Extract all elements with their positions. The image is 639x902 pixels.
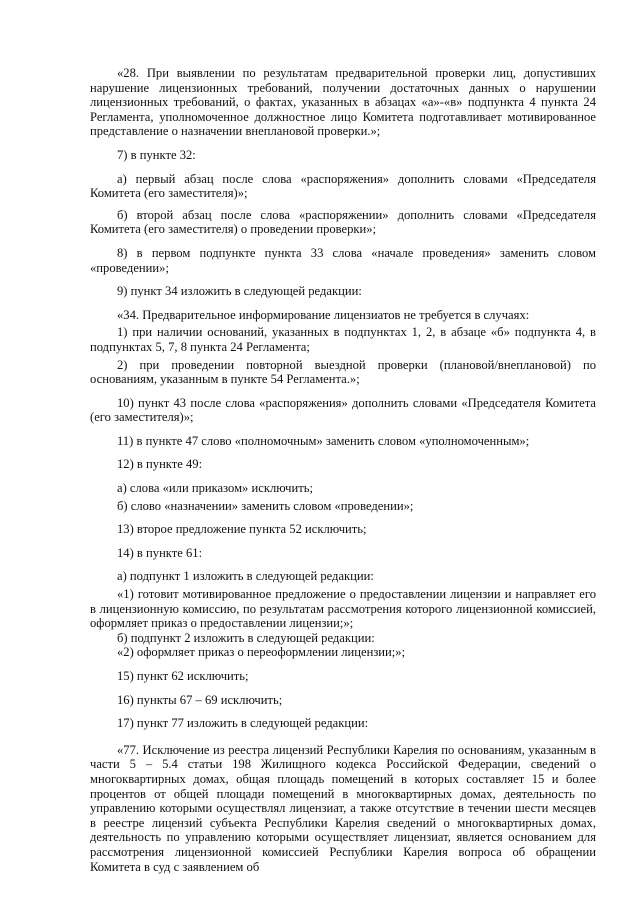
paragraph-61-1: «1) готовит мотивированное предложение о предоставлении лицензии и направляет его в лицензионную комиссию, по результатам рассмотрения которого лицензионной комиссией, оформляет приказ о предоставлении лицензии;»; <box>90 587 596 631</box>
paragraph-item-13: 13) второе предложение пункта 52 исключить; <box>117 522 367 537</box>
paragraph-item-10: 10) пункт 43 после слова «распоряжения» дополнить словами «Председателя Комитета (его заместителя)»; <box>90 395 596 425</box>
paragraph-item-8: 8) в первом подпункте пункта 33 слова «начале проведения» заменить словом «проведении»; <box>90 245 596 275</box>
paragraph-item-12: 12) в пункте 49: <box>117 457 203 472</box>
paragraph-28: «28. При выявлении по результатам предварительной проверки лиц, допустивших нарушение лицензионных требований, получении достаточных данных о нарушении лицензионных требований, о фактах, указанных в абзацах «а»-«в» подпункта 4 пункта 24 Регламента, уполномоченное должностное лицо Комитета подготавливает мотивированное представление о назначении внеплановой проверки.»; <box>90 66 596 139</box>
paragraph-item-12a: а) слова «или приказом» исключить; <box>117 481 313 496</box>
paragraph-34: «34. Предварительное информирование лицензиатов не требуется в случаях: <box>117 307 530 322</box>
paragraph-item-16: 16) пункты 67 – 69 исключить; <box>117 692 283 707</box>
paragraph-item-11: 11) в пункте 47 слово «полномочным» заменить словом «уполномоченным»; <box>117 433 530 448</box>
paragraph-item-7a: а) первый абзац после слова «распоряжения» дополнить словами «Председателя Комитета (его заместителя)»; <box>90 171 596 201</box>
paragraph-item-14b: б) подпункт 2 изложить в следующей редакции: <box>117 630 375 645</box>
paragraph-item-9: 9) пункт 34 изложить в следующей редакции: <box>117 284 362 299</box>
paragraph-item-15: 15) пункт 62 исключить; <box>117 669 249 683</box>
paragraph-item-14a: а) подпункт 1 изложить в следующей редакции: <box>117 569 374 584</box>
paragraph-61-2: «2) оформляет приказ о переоформлении лицензии;»; <box>117 645 406 660</box>
paragraph-item-7b: б) второй абзац после слова «распоряжении» дополнить словами «Председателя Комитета (его заместителя) о проведении проверки»; <box>90 207 596 237</box>
paragraph-item-12b: б) слово «назначении» заменить словом «проведении»; <box>117 498 414 513</box>
paragraph-item-7: 7) в пункте 32: <box>117 147 196 162</box>
paragraph-item-17: 17) пункт 77 изложить в следующей редакции: <box>117 716 369 731</box>
document-body <box>90 66 596 874</box>
paragraph-34-1: 1) при наличии оснований, указанных в подпунктах 1, 2, в абзаце «б» подпункта 4, в подпунктах 5, 7, 8 пункта 24 Регламента; <box>90 325 596 354</box>
paragraph-77: «77. Исключение из реестра лицензий Республики Карелия по основаниям, указанным в части 5 – 5.4 статьи 198 Жилищного кодекса Российской Федерации, сведений о многоквартирных домах, общая площадь помещений в которых составляет 15 и более процентов от общей площади помещений в многоквартирных домах, деятельность по управлению которыми осуществлял лицензиат, а также отсутствие в течении шести месяцев в реестре лицензий субъекта Республики Карелия сведений о многоквартирных домах, деятельность по управлению которыми осуществляет лицензиат, является основанием для рассмотрения лицензионной комиссией Республики Карелия вопроса об обращении Комитета в суд с заявлением об <box>90 742 596 874</box>
paragraph-item-14: 14) в пункте 61: <box>117 545 203 560</box>
paragraph-34-2: 2) при проведении повторной выездной проверки (плановой/внеплановой) по основаниям, указанным в пункте 54 Регламента.»; <box>90 357 596 387</box>
